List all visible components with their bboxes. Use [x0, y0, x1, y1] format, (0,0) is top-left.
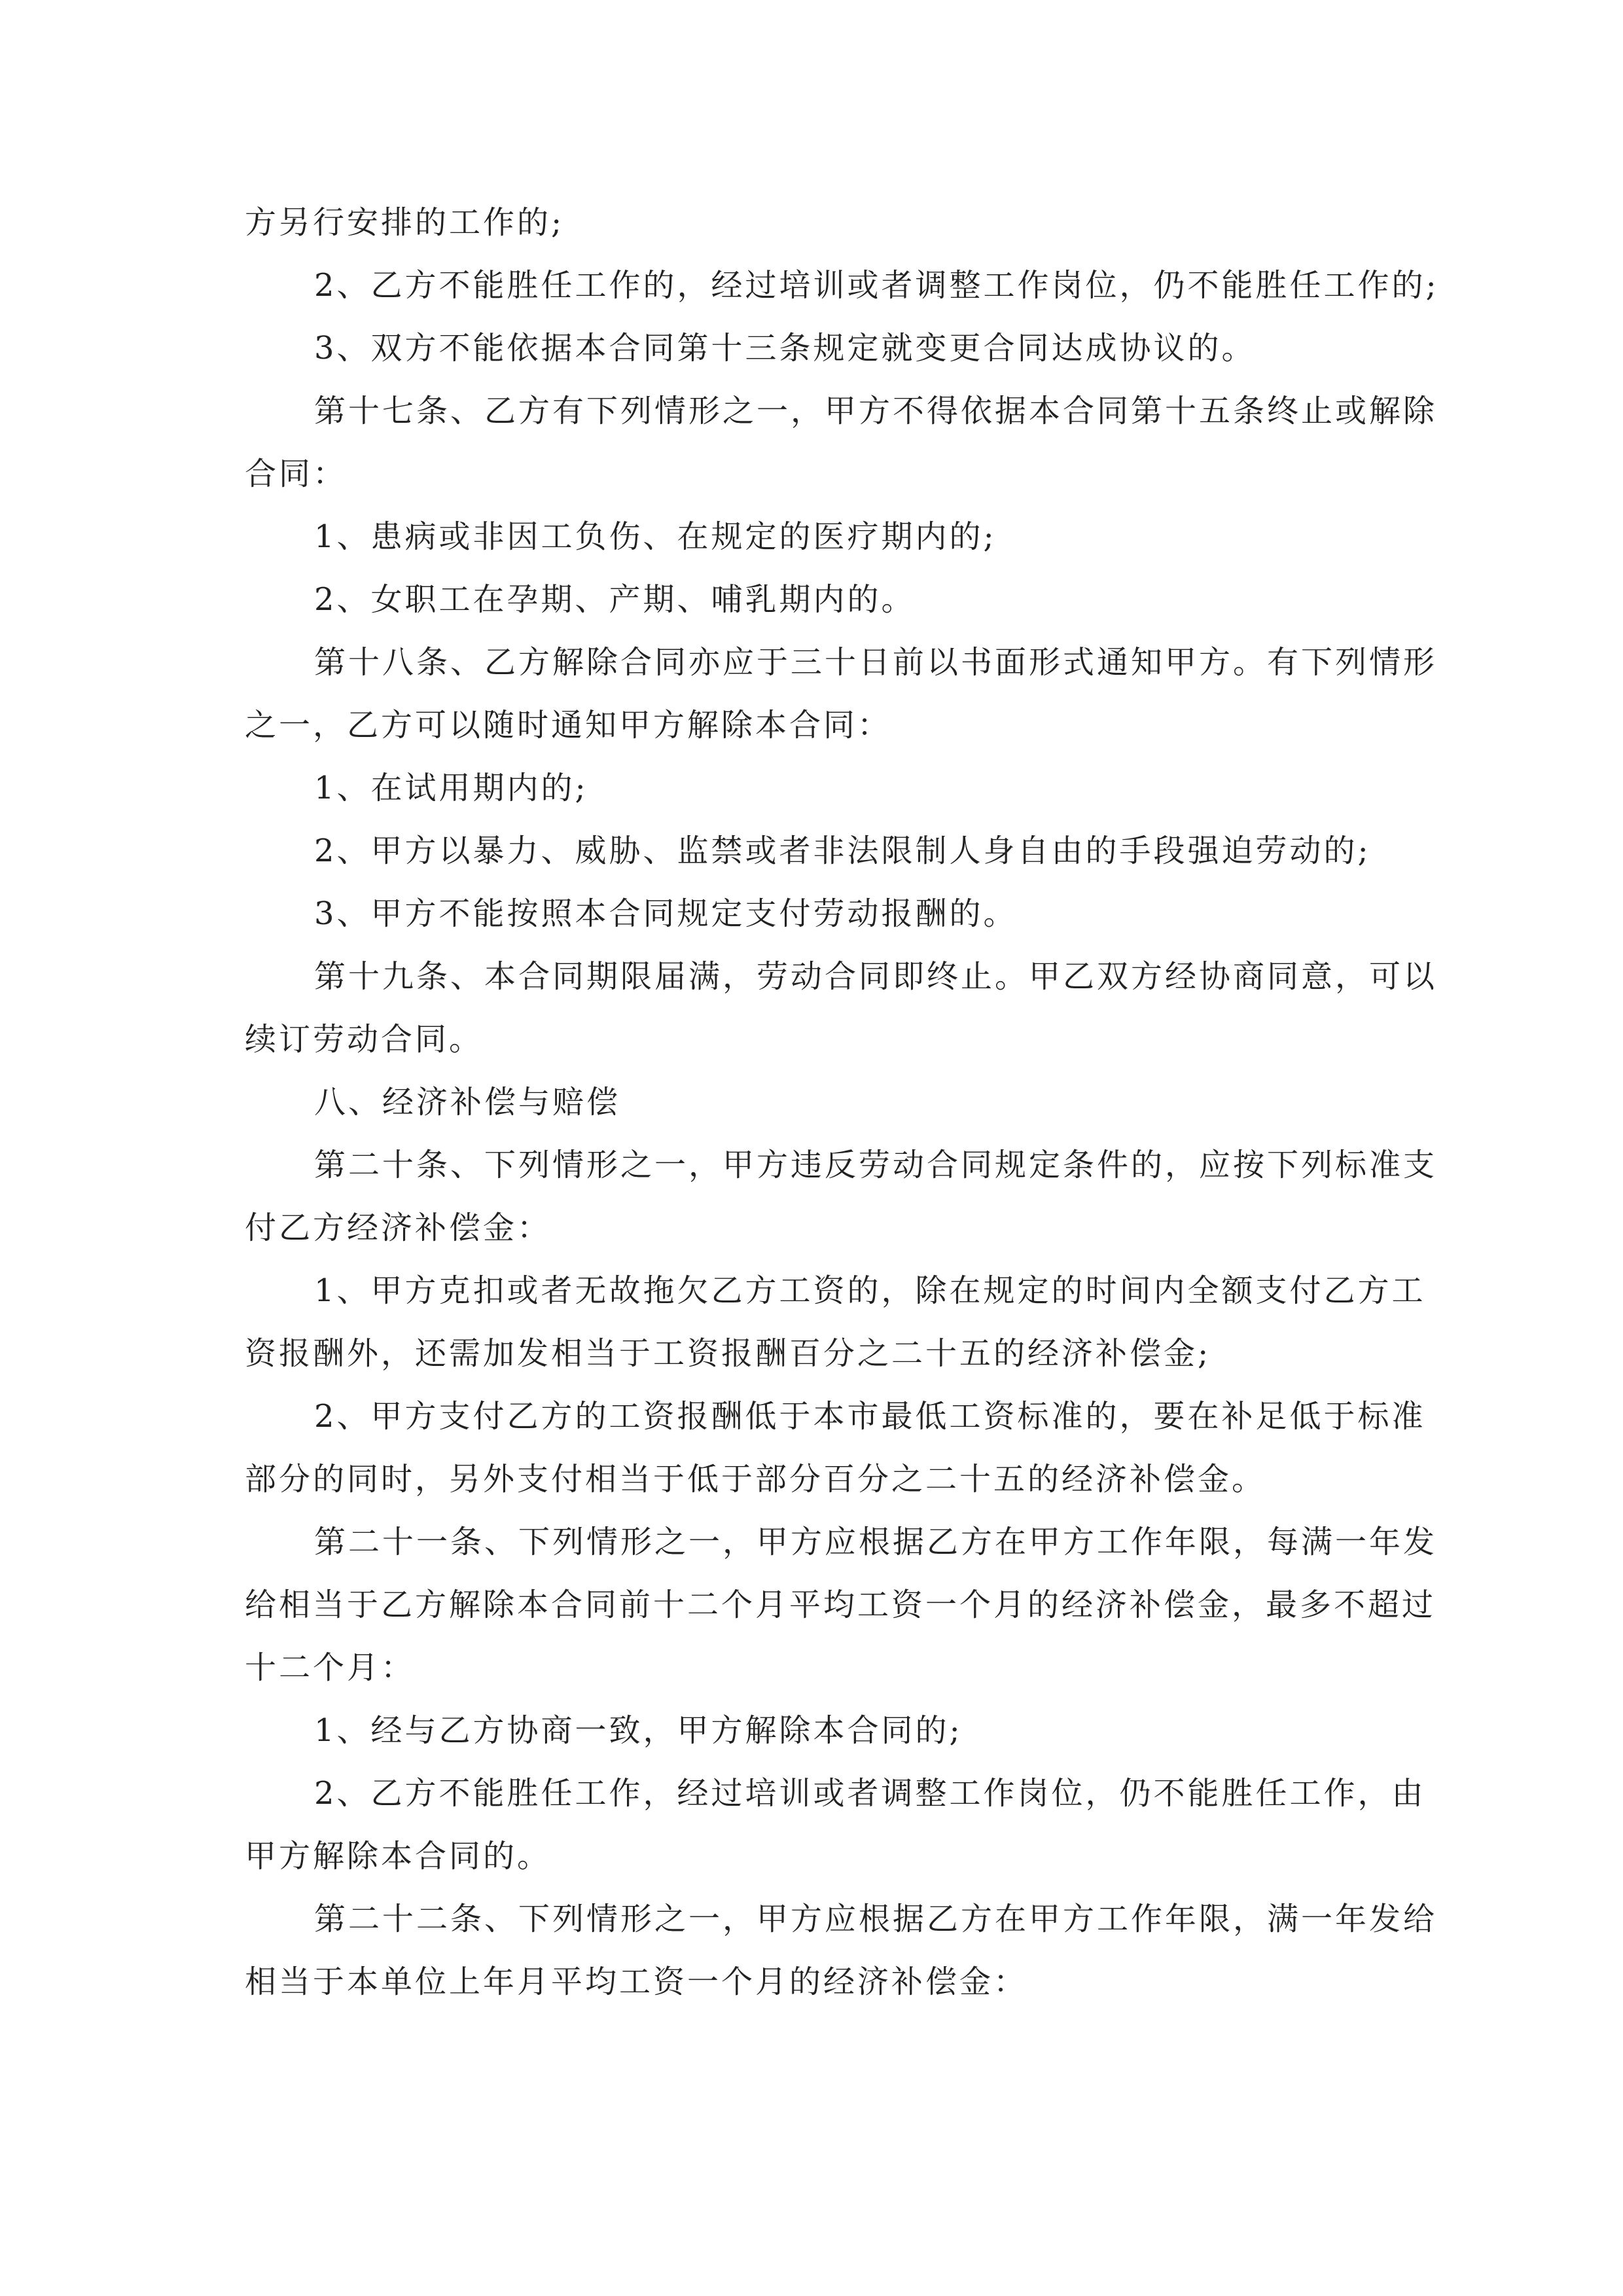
text-line: 3、双方不能依据本合同第十三条规定就变更合同达成协议的。	[314, 330, 1256, 367]
text-line: 1、甲方克扣或者无故拖欠乙方工资的，除在规定的时间内全额支付乙方工	[314, 1272, 1426, 1309]
text-line: 之一，乙方可以随时通知甲方解除本合同：	[245, 707, 892, 744]
text-line: 给相当于乙方解除本合同前十二个月平均工资一个月的经济补偿金，最多不超过	[245, 1587, 1436, 1623]
text-line: 相当于本单位上年月平均工资一个月的经济补偿金：	[245, 1964, 1028, 2000]
text-line: 2、乙方不能胜任工作的，经过培训或者调整工作岗位，仍不能胜任工作的;	[314, 267, 1439, 304]
text-line: 第十八条、乙方解除合同亦应于三十日前以书面形式通知甲方。有下列情形	[314, 644, 1438, 681]
text-line: 方另行安排的工作的;	[245, 204, 565, 241]
text-line: 3、甲方不能按照本合同规定支付劳动报酬的。	[314, 895, 1018, 932]
text-line: 资报酬外，还需加发相当于工资报酬百分之二十五的经济补偿金;	[245, 1335, 1211, 1372]
text-line: 2、甲方以暴力、威胁、监禁或者非法限制人身自由的手段强迫劳动的;	[314, 833, 1371, 869]
text-line: 第十七条、乙方有下列情形之一，甲方不得依据本合同第十五条终止或解除	[314, 393, 1438, 429]
text-line: 第二十一条、下列情形之一，甲方应根据乙方在甲方工作年限，每满一年发	[314, 1524, 1438, 1560]
text-line: 1、经与乙方协商一致，甲方解除本合同的;	[314, 1712, 963, 1749]
text-line: 第二十条、下列情形之一，甲方违反劳动合同规定条件的，应按下列标准支	[314, 1147, 1438, 1183]
text-line: 2、女职工在孕期、产期、哺乳期内的。	[314, 581, 916, 618]
text-line: 十二个月：	[245, 1649, 416, 1686]
text-line: 付乙方经济补偿金：	[245, 1210, 552, 1246]
text-line: 2、乙方不能胜任工作，经过培训或者调整工作岗位，仍不能胜任工作，由	[314, 1775, 1426, 1812]
section-heading: 八、经济补偿与赔偿	[314, 1084, 621, 1121]
text-line: 1、患病或非因工负伤、在规定的医疗期内的;	[314, 518, 997, 555]
text-line: 2、甲方支付乙方的工资报酬低于本市最低工资标准的，要在补足低于标准	[314, 1398, 1426, 1435]
document-body	[245, 191, 1439, 2013]
text-line: 1、在试用期内的;	[314, 770, 588, 806]
text-line: 合同：	[245, 456, 348, 492]
text-line: 续订劳动合同。	[245, 1021, 484, 1058]
text-line: 甲方解除本合同的。	[245, 1838, 552, 1874]
text-line: 第十九条、本合同期限届满，劳动合同即终止。甲乙双方经协商同意，可以	[314, 958, 1438, 995]
text-line: 第二十二条、下列情形之一，甲方应根据乙方在甲方工作年限，满一年发给	[314, 1901, 1438, 1937]
text-line: 部分的同时，另外支付相当于低于部分百分之二十五的经济补偿金。	[245, 1461, 1266, 1498]
